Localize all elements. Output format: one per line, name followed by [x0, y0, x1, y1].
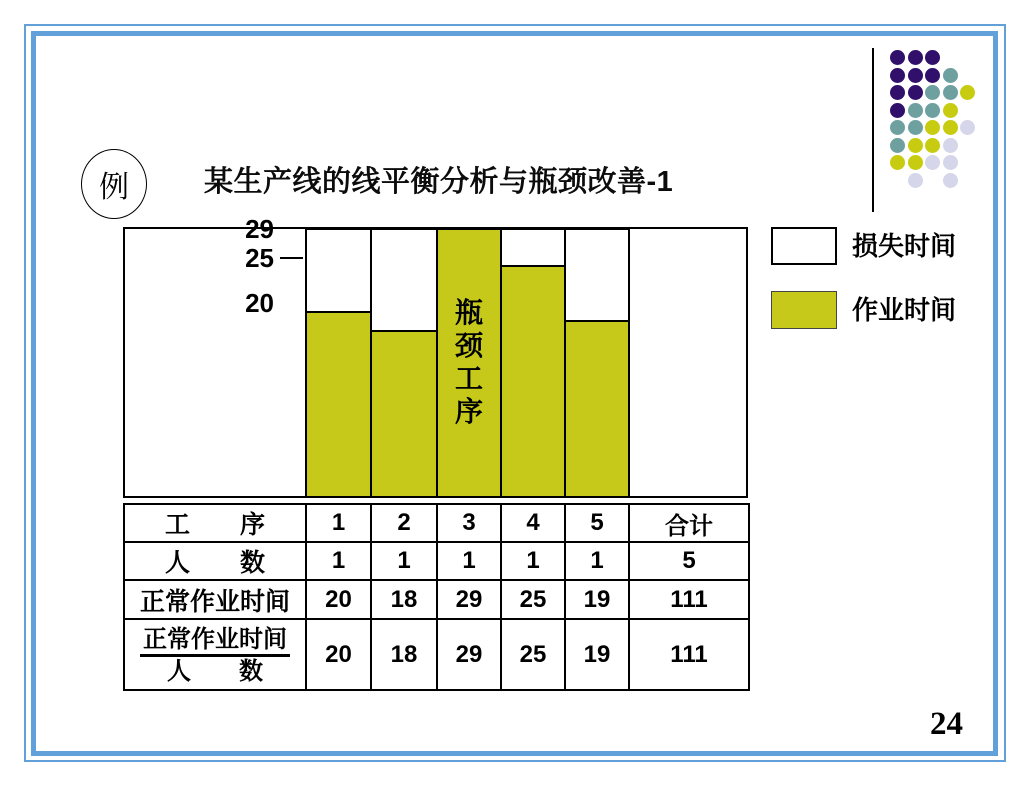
y-axis-label: 25	[245, 243, 274, 273]
decor-dot	[960, 120, 975, 135]
decor-dot	[943, 85, 958, 100]
table-cell: 111	[629, 580, 749, 619]
decor-dot	[925, 155, 940, 170]
decor-dot	[908, 103, 923, 118]
decor-dot	[943, 173, 958, 188]
decor-dot	[908, 138, 923, 153]
decor-dot	[890, 68, 905, 83]
table-cell: 1	[565, 542, 629, 580]
decor-dot	[943, 155, 958, 170]
decor-dot	[890, 155, 905, 170]
table-cell: 1	[306, 504, 371, 542]
table-cell: 2	[371, 504, 437, 542]
table-row	[124, 619, 749, 690]
bottleneck-label: 瓶颈工序	[454, 297, 483, 427]
table-cell: 5	[629, 542, 749, 580]
table-cell: 20	[306, 619, 371, 690]
example-badge-text: 例	[99, 171, 129, 204]
decor-dot	[908, 155, 923, 170]
table-cell: 19	[565, 580, 629, 619]
table-cell: 1	[501, 542, 565, 580]
table-cell: 4	[501, 504, 565, 542]
example-badge	[81, 149, 147, 219]
table-row-header: 人 数	[124, 542, 306, 580]
table-row	[124, 580, 749, 619]
table-row-header: 正常作业时间	[124, 580, 306, 619]
table-cell: 25	[501, 619, 565, 690]
legend-loss-label: 损失时间	[852, 231, 957, 261]
decor-dot	[890, 138, 905, 153]
decor-dot	[925, 68, 940, 83]
decor-dot	[925, 120, 940, 135]
decor-dot	[943, 138, 958, 153]
table-row-header: 工 序	[124, 504, 306, 542]
table-cell: 111	[629, 619, 749, 690]
decor-dot	[925, 103, 940, 118]
decor-dot	[960, 85, 975, 100]
table-cell: 1	[371, 542, 437, 580]
decor-dot	[925, 50, 940, 65]
decor-dot	[925, 85, 940, 100]
decor-dot	[890, 85, 905, 100]
dots-divider-line	[872, 48, 874, 212]
table-cell: 19	[565, 619, 629, 690]
decor-dot	[890, 50, 905, 65]
table-cell: 18	[371, 619, 437, 690]
decor-dot	[908, 50, 923, 65]
decor-dot	[908, 120, 923, 135]
fraction-numerator: 正常作业时间	[140, 626, 290, 657]
decor-dot	[925, 138, 940, 153]
table-cell: 18	[371, 580, 437, 619]
decor-dot	[908, 173, 923, 188]
table-cell: 29	[437, 580, 501, 619]
decor-dot	[890, 103, 905, 118]
table-cell: 25	[501, 580, 565, 619]
y-axis-label: 29	[245, 214, 274, 244]
decor-dot	[943, 120, 958, 135]
table-row-header	[124, 619, 306, 690]
y-axis-tick	[280, 257, 303, 259]
table-row	[124, 542, 749, 580]
legend-work-label: 作业时间	[852, 295, 957, 325]
legend-work-swatch	[771, 291, 837, 329]
table-cell: 合计	[629, 504, 749, 542]
decor-dot	[943, 68, 958, 83]
decor-dot	[908, 85, 923, 100]
table-cell: 1	[306, 542, 371, 580]
page-title: 某生产线的线平衡分析与瓶颈改善-1	[204, 166, 674, 198]
decor-dot	[890, 120, 905, 135]
table-cell: 29	[437, 619, 501, 690]
table-cell: 1	[437, 542, 501, 580]
decor-dot	[908, 68, 923, 83]
table-cell: 3	[437, 504, 501, 542]
table-cell: 5	[565, 504, 629, 542]
process-table	[123, 503, 750, 691]
decor-dot	[943, 103, 958, 118]
fraction-denominator: 人 数	[167, 657, 263, 685]
page-number: 24	[930, 706, 963, 742]
legend-loss-swatch	[771, 227, 837, 265]
y-axis-label: 20	[245, 288, 274, 318]
table-row	[124, 504, 749, 542]
table-cell: 20	[306, 580, 371, 619]
